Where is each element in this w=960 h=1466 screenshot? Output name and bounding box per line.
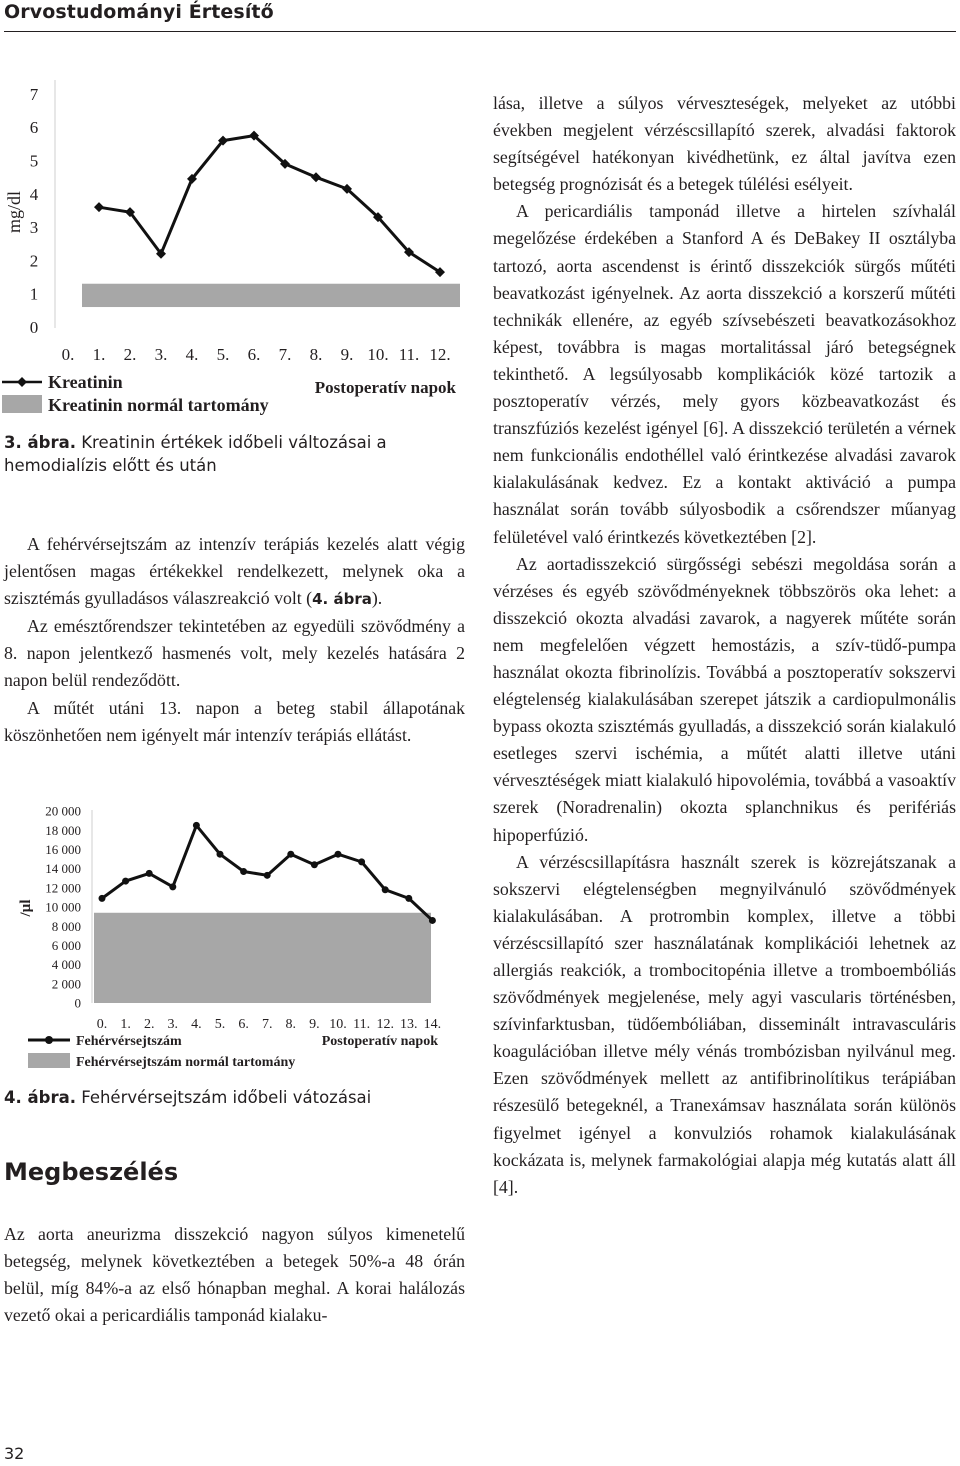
legend-series-label: Fehérvérsejtszám	[76, 1034, 182, 1049]
y-tick-label: 1	[29, 284, 39, 304]
figure-4-reference-link[interactable]: 4. ábra	[312, 590, 372, 609]
data-point	[94, 202, 104, 212]
x-tick-label: 5.	[216, 345, 230, 364]
legend-range-swatch	[2, 395, 42, 413]
x-tick-label: 7.	[261, 1017, 273, 1032]
right-column	[493, 90, 956, 1201]
x-tick-label: 1.	[92, 345, 106, 364]
y-tick-label: 4	[29, 184, 39, 204]
data-point	[311, 172, 321, 182]
x-tick-label: 0.	[61, 345, 75, 364]
left-column-top	[4, 531, 465, 749]
data-point	[429, 917, 436, 924]
x-tick-label: 12.	[429, 345, 451, 364]
legend-series-marker	[45, 1036, 53, 1044]
x-tick-label: 3.	[167, 1017, 179, 1032]
x-tick-label: 1.	[120, 1017, 131, 1032]
y-tick-label: 6	[29, 118, 39, 138]
y-axis-label: /µl	[18, 899, 34, 917]
y-tick-label: 5	[29, 151, 39, 171]
figure-3-caption-label: 3. ábra.	[4, 433, 76, 452]
y-tick-label: 0	[74, 995, 81, 1011]
paragraph-tamponade: A pericardiális tamponád illetve a hirtelen szívhalál megelőzése érdekében a Stanford A és DeBakey II osztályba tartozó, aorta ascendenst is érintő disszekciók sürgős műtéti beavatkozást igényelnek. Az aorta disszekció a korszerű műtéti technikák ellenére, az egyéb szívsebészeti beavatkozásokhoz képest, továbbra is magas mortalitással járó betegségnek tekinthető. A legsúlyosabb komplikációk közé tartozik a posztoperatív vérzés, mely gyors közbeavatkozást és transzfúziós kezelést igényel [6]. A disszekció területén a vérnek nem funkcionális endothéllel való érintkezése alvadási zavarok kialakulásának kedvez. Ez a kontakt aktiváció a pumpa használat során tovább súlyosbodik a csőrendszer műanyag felületével való érintkezés következtében [2].	[493, 201, 956, 547]
y-tick-label: 7	[29, 84, 39, 104]
x-tick-label: 12.	[376, 1017, 394, 1032]
figure-4-caption-label: 4. ábra.	[4, 1088, 76, 1107]
x-tick-label: 6.	[247, 345, 261, 364]
y-tick-label: 4 000	[51, 957, 81, 973]
y-tick-label: 2 000	[51, 976, 81, 992]
paragraph-wbc-high-text: A fehérvérsejtszám az intenzív terápiás kezelés alatt végig jelentősen magas értékekkel rendelkezett, melynek oka a szisztémás gyulladásos válaszreakció volt (	[4, 534, 465, 609]
data-point	[217, 851, 224, 858]
y-tick-label: 0	[29, 317, 39, 337]
y-tick-label: 20 000	[45, 803, 81, 819]
paragraph-discussion-intro: Az aorta aneurizma disszekció nagyon súlyos kimenetelű betegség, melynek következtében a betegek 50%-a 48 órán belül, míg 84%-a az első hónapban meghal. A korai halálozás vezető okai a pericardiális tamponád kialaku-	[4, 1224, 465, 1326]
figure-3-chart	[0, 80, 470, 420]
y-tick-label: 6 000	[51, 937, 81, 953]
figure-4-caption	[4, 1086, 466, 1109]
journal-title: Orvostudományi Értesítő	[4, 1, 274, 23]
paragraph-icu-discharge: A műtét utáni 13. napon a beteg stabil állapotának köszönhetően nem igényelt már intenzív terápiás ellátást.	[4, 697, 465, 745]
paragraph-digestive: Az emésztőrendszer tekintetében az egyedüli szövődmény a 8. napon jelentkező hasmenés volt, mely kezelés hatására 2 napon belül rendeződött.	[4, 616, 465, 691]
y-tick-label: 2	[29, 251, 39, 271]
x-tick-label: 10.	[367, 345, 389, 364]
x-tick-label: 9.	[340, 345, 354, 364]
data-point	[287, 851, 294, 858]
y-tick-label: 18 000	[45, 822, 81, 838]
x-tick-label: 2.	[143, 1017, 155, 1032]
y-tick-label: 8 000	[51, 918, 81, 934]
series-line	[99, 136, 440, 272]
x-tick-label: 8.	[309, 345, 323, 364]
x-tick-label: 2.	[123, 345, 137, 364]
x-tick-label: 11.	[398, 345, 420, 364]
figure-3-caption	[4, 431, 466, 477]
x-axis-title: Postoperatív napok	[321, 1034, 438, 1049]
legend-range-label: Kreatinin normál tartomány	[48, 395, 269, 415]
y-tick-label: 10 000	[45, 899, 81, 915]
x-axis-title: Postoperatív napok	[314, 378, 456, 397]
x-tick-label: 4.	[191, 1017, 202, 1032]
page-number: 32	[4, 1444, 25, 1463]
data-point	[240, 868, 247, 875]
legend-series-marker	[17, 377, 27, 387]
data-point	[146, 870, 153, 877]
legend-range-swatch	[28, 1053, 70, 1068]
legend-series-label: Kreatinin	[48, 372, 123, 392]
legend-range-label: Fehérvérsejtszám normál tartomány	[76, 1055, 296, 1070]
paragraph-wbc-high-end: ).	[371, 588, 383, 609]
header-rule	[4, 31, 956, 32]
data-point	[122, 878, 129, 885]
figure-4-chart	[0, 800, 470, 1075]
x-tick-label: 11.	[353, 1017, 371, 1032]
normal-range-band	[94, 913, 431, 1003]
data-point	[358, 858, 365, 865]
data-point	[193, 822, 200, 829]
y-tick-label: 12 000	[45, 880, 81, 896]
left-column-bottom	[4, 1221, 465, 1329]
paragraph-hemostatics: A vérzéscsillapításra használt szerek is közrejátszanak a sokszervi elégtelenségben megnyilvánuló szövődmények kialakulásában. A protrombin komplex, illetve a többi vérzéscsillapító szer használatának komplikációi lehetnek az allergiás reakciók, a trombocitopénia illetve a tromboembóliás szövődmények megjelenése, mely agyi vascularis történésben, szívinfarktusban, tüdőembóliában, disseminált intravasculáris koagulációban illetve mély vénás trombózisban nyilvánul meg. Ezen szövődmények mellett az antifibrinolítikus terápiában részesülő betegeknél, a Tranexámsav használata során különös figyelmet igényel a konvulziós rohamok kialakulásának kockázata is, melynek farmakológiai alapja még kutatás alatt áll [4].	[493, 851, 956, 1197]
x-tick-label: 8.	[285, 1017, 297, 1032]
data-point	[311, 861, 318, 868]
paragraph-wbc-high	[4, 531, 465, 613]
normal-range-band	[82, 284, 460, 307]
data-point	[264, 872, 271, 879]
x-tick-label: 10.	[329, 1017, 347, 1032]
figure-4-caption-text: Fehérvérsejtszám időbeli vátozásai	[81, 1088, 372, 1107]
x-tick-label: 14.	[423, 1017, 442, 1032]
paragraph-surgical-causes: Az aortadisszekció sürgősségi sebészi megoldása során a vérzéses és egyéb szövődményeknek többszörös oka lehet: a disszekció okozta alvadási zavarok, a nagyerek műtéte során nem megfelelően végzett hemostázis, a szív-tüdő-pumpa használat okozta fibrinolízis. Továbbá a posztoperatív sokszervi elégtelenség kialakulásában szerepet játszik a cardiopulmonális bypass okozta szisztémás gyulladás, a disszekció során kialakuló esetleges szervi ischémia, a műtét alatti illetve utáni vérvesztéségek miatt kialakuló hipovolémia, továbbá a vasoaktív szerek (Noradrenalin) okozta splanchnikus és perifériás hipoperfúzió.	[493, 553, 956, 845]
data-point	[405, 895, 412, 902]
data-point	[99, 895, 106, 902]
y-tick-label: 3	[29, 218, 39, 238]
x-tick-label: 13.	[400, 1017, 418, 1032]
y-tick-label: 14 000	[45, 861, 81, 877]
data-point	[382, 886, 389, 893]
y-tick-label: 16 000	[45, 841, 81, 857]
x-tick-label: 6.	[238, 1017, 249, 1032]
x-tick-label: 4.	[185, 345, 199, 364]
x-tick-label: 9.	[309, 1017, 320, 1032]
x-tick-label: 7.	[278, 345, 292, 364]
section-heading-discussion: Megbeszélés	[4, 1158, 179, 1186]
x-tick-label: 5.	[214, 1017, 226, 1032]
x-tick-label: 0.	[96, 1017, 108, 1032]
data-point	[335, 851, 342, 858]
x-tick-label: 3.	[154, 345, 168, 364]
figure-3-caption-text: Kreatinin értékek időbeli változásai a hemodialízis előtt és után	[4, 433, 387, 475]
paragraph-bleeding-continued: lása, illetve a súlyos vérveszteségek, melyeket az utóbbi években megjelent vérzéscsillapító szerek, alvadási faktorok segítségével hatékonyan kivédhetünk, ez által javítva ezen betegség prognózisát és a betegek túlélési esélyeit.	[493, 93, 956, 195]
y-axis-label: mg/dl	[4, 190, 24, 234]
data-point	[169, 883, 176, 890]
